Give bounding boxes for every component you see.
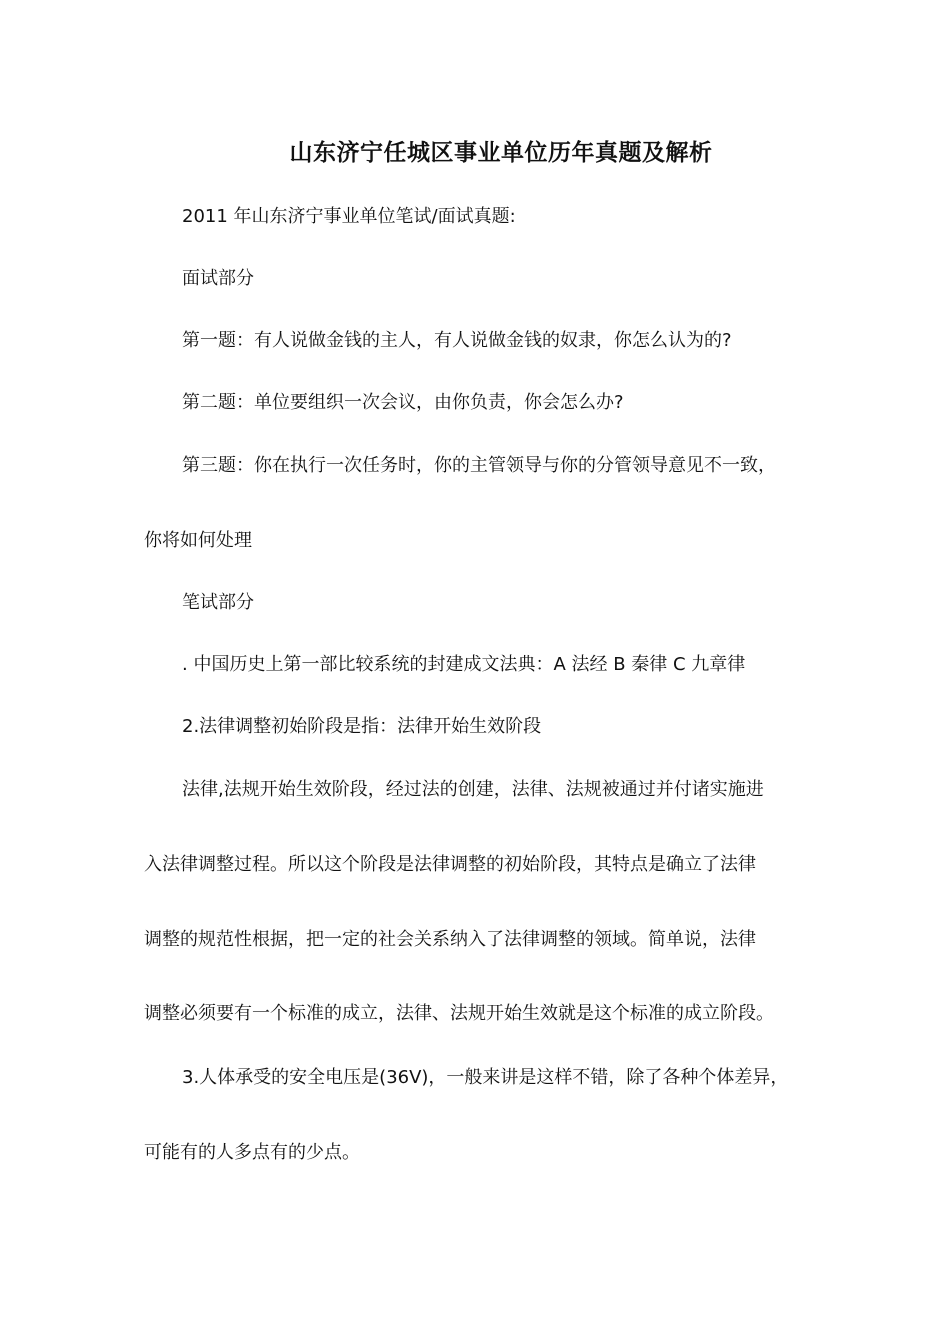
paragraph-line: 3.人体承受的安全电压是(36V)，一般来讲是这样不错，除了各种个体差异，: [182, 1067, 789, 1088]
paragraph-line: 第二题：单位要组织一次会议，由你负责，你会怎么办?: [182, 392, 624, 413]
section-heading-written: 笔试部分: [182, 592, 254, 613]
section-heading-interview: 面试部分: [182, 268, 254, 289]
document-title: 山东济宁任城区事业单位历年真题及解析: [289, 140, 713, 166]
paragraph-line: 第一题：有人说做金钱的主人，有人说做金钱的奴隶，你怎么认为的?: [182, 330, 732, 351]
paragraph-line: 调整必须要有一个标准的成立，法律、法规开始生效就是这个标准的成立阶段。: [144, 1003, 774, 1024]
paragraph-line: 入法律调整过程。所以这个阶段是法律调整的初始阶段，其特点是确立了法律: [144, 854, 756, 875]
paragraph-line: 2011 年山东济宁事业单位笔试/面试真题:: [182, 206, 516, 227]
paragraph-line: 调整的规范性根据，把一定的社会关系纳入了法律调整的领域。简单说，法律: [144, 929, 756, 950]
paragraph-line: 2.法律调整初始阶段是指：法律开始生效阶段: [182, 716, 542, 737]
paragraph-line: 法律,法规开始生效阶段，经过法的创建，法律、法规被通过并付诸实施进: [182, 779, 764, 800]
paragraph-line: 第三题：你在执行一次任务时，你的主管领导与你的分管领导意见不一致，: [182, 455, 776, 476]
paragraph-line: 可能有的人多点有的少点。: [144, 1142, 360, 1163]
paragraph-line: . 中国历史上第一部比较系统的封建成文法典：A 法经 B 秦律 C 九章律: [182, 654, 746, 675]
paragraph-line: 你将如何处理: [144, 530, 252, 551]
